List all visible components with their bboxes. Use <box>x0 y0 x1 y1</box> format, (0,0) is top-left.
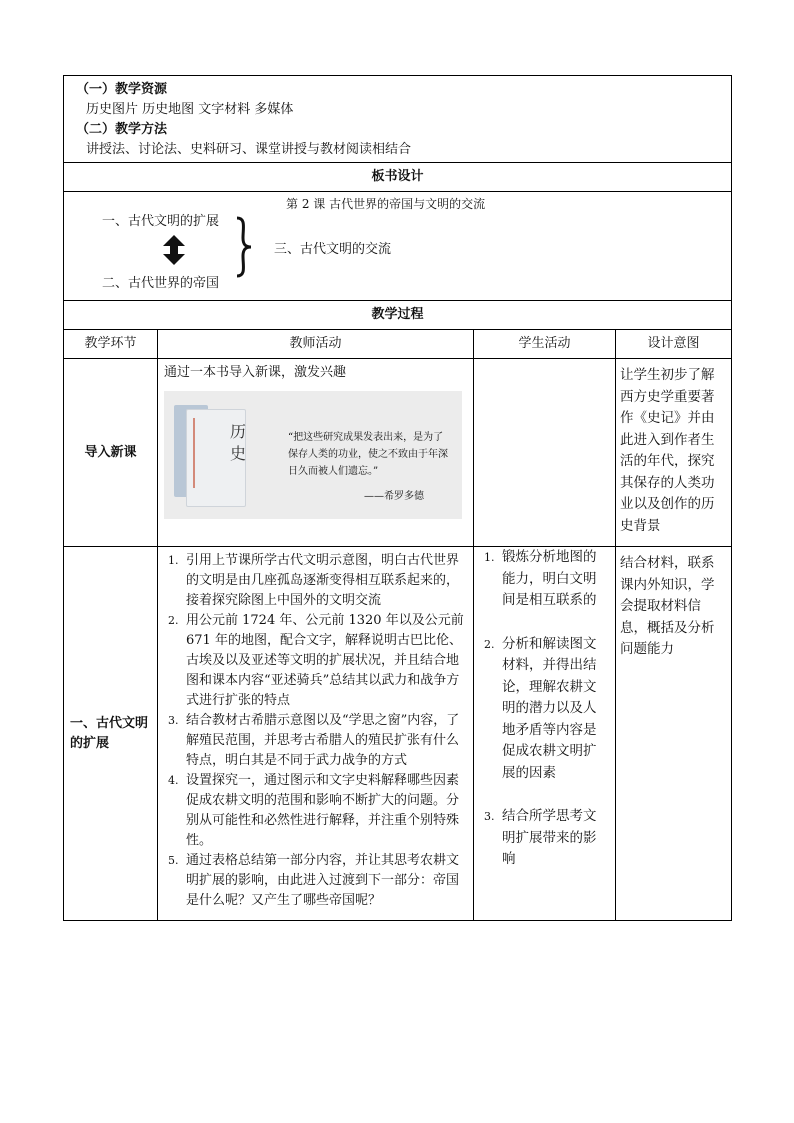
board-cell <box>64 192 732 301</box>
methods-items: 讲授法、讨论法、史料研习、课堂讲授与教材阅读相结合 <box>86 142 412 157</box>
book-cover-title: 历史 <box>230 422 251 463</box>
resources-heading: （一）教学资源 <box>76 82 168 97</box>
board-point-1: 一、古代文明的扩展 <box>102 214 220 229</box>
herodotus-quote: “把这些研究成果发表出来，是为了保存人类的功业，使之不致由于年深日久而被人们遗忘。” <box>288 432 448 477</box>
list-item: 1. 锻炼分析地图的能力，明白文明间是相互联系的 <box>484 549 597 608</box>
header-student: 学生活动 <box>474 330 616 359</box>
board-lesson-title: 第 2 课 古代世界的帝国与文明的交流 <box>286 197 486 211</box>
list-item: 3. 结合教材古希腊示意图以及“学思之窗”内容，了解殖民范围，并思考古希腊人的殖民扩张有什么特点，明白其是不同于武力战争的方式 <box>168 713 460 768</box>
list-item: 4. 设置探究一，通过图示和文字史料解释哪些因素促成农耕文明的范围和影响不断扩大的问题。分别从可能性和必然性进行解释，并注重个别特殊性。 <box>168 773 460 848</box>
lesson-plan-page <box>63 75 731 921</box>
expansion-intent: 结合材料，联系课内外知识，学会提取材料信息，概括及分析问题能力 <box>616 547 732 921</box>
herodotus-quote-author: ——希罗多德 <box>364 491 424 502</box>
list-item: 2. 分析和解读图文材料，并得出结论，理解农耕文明的潜力以及人地矛盾等内容是促成农耕文明扩展的因素 <box>484 635 597 781</box>
header-stage: 教学环节 <box>64 330 158 359</box>
list-item: 5. 通过表格总结第一部分内容，并让其思考农耕文明扩展的影响，由此进入过渡到下一部分：帝国是什么呢？又产生了哪些帝国呢？ <box>168 853 460 908</box>
list-item: 2. 用公元前 1724 年、公元前 1320 年以及公元前 671 年的地图，配合文字，解释说明古巴比伦、古埃及以及亚述等文明的扩展状况，并且结合地图和课本内容“亚述骑兵”总结其以武力和战争方式进行扩张的特点 <box>168 613 464 708</box>
resources-items: 历史图片 历史地图 文字材料 多媒体 <box>86 102 294 117</box>
intro-stage: 导入新课 <box>64 359 158 547</box>
intro-intent: 让学生初步了解西方史学重要著作《史记》并由此进入到作者生活的年代，探究其保存的人类功业以及创作的历史背景 <box>616 359 732 547</box>
student-activity-list <box>480 547 609 871</box>
herodotus-book-image <box>164 391 462 519</box>
list-item: 1. 引用上节课所学古代文明示意图，明白古代世界的文明是由几座孤岛逐渐变得相互联系起来的，接着探究除图上中国外的文明交流 <box>168 553 460 608</box>
intro-teacher-text: 通过一本书导入新课，激发兴趣 <box>164 365 347 380</box>
intro-teacher-cell <box>158 359 474 547</box>
header-teacher: 教师活动 <box>158 330 474 359</box>
list-item: 3. 结合所学思考文明扩展带来的影响 <box>484 808 597 867</box>
process-section-title: 教学过程 <box>64 301 732 330</box>
board-point-3: 三、古代文明的交流 <box>274 242 392 257</box>
board-point-2: 二、古代世界的帝国 <box>102 276 220 291</box>
methods-heading: （二）教学方法 <box>76 122 168 137</box>
right-brace-icon <box>234 216 254 278</box>
lesson-plan-table <box>63 75 732 921</box>
expansion-teacher-cell <box>158 547 474 921</box>
board-section-title: 板书设计 <box>64 163 732 192</box>
header-intent: 设计意图 <box>616 330 732 359</box>
resources-cell <box>64 76 732 163</box>
teacher-activity-list <box>164 551 467 911</box>
expansion-student-cell <box>474 547 616 921</box>
intro-student-cell <box>474 359 616 547</box>
double-arrow-icon <box>158 234 190 266</box>
expansion-stage: 一、古代文明的扩展 <box>64 547 158 921</box>
